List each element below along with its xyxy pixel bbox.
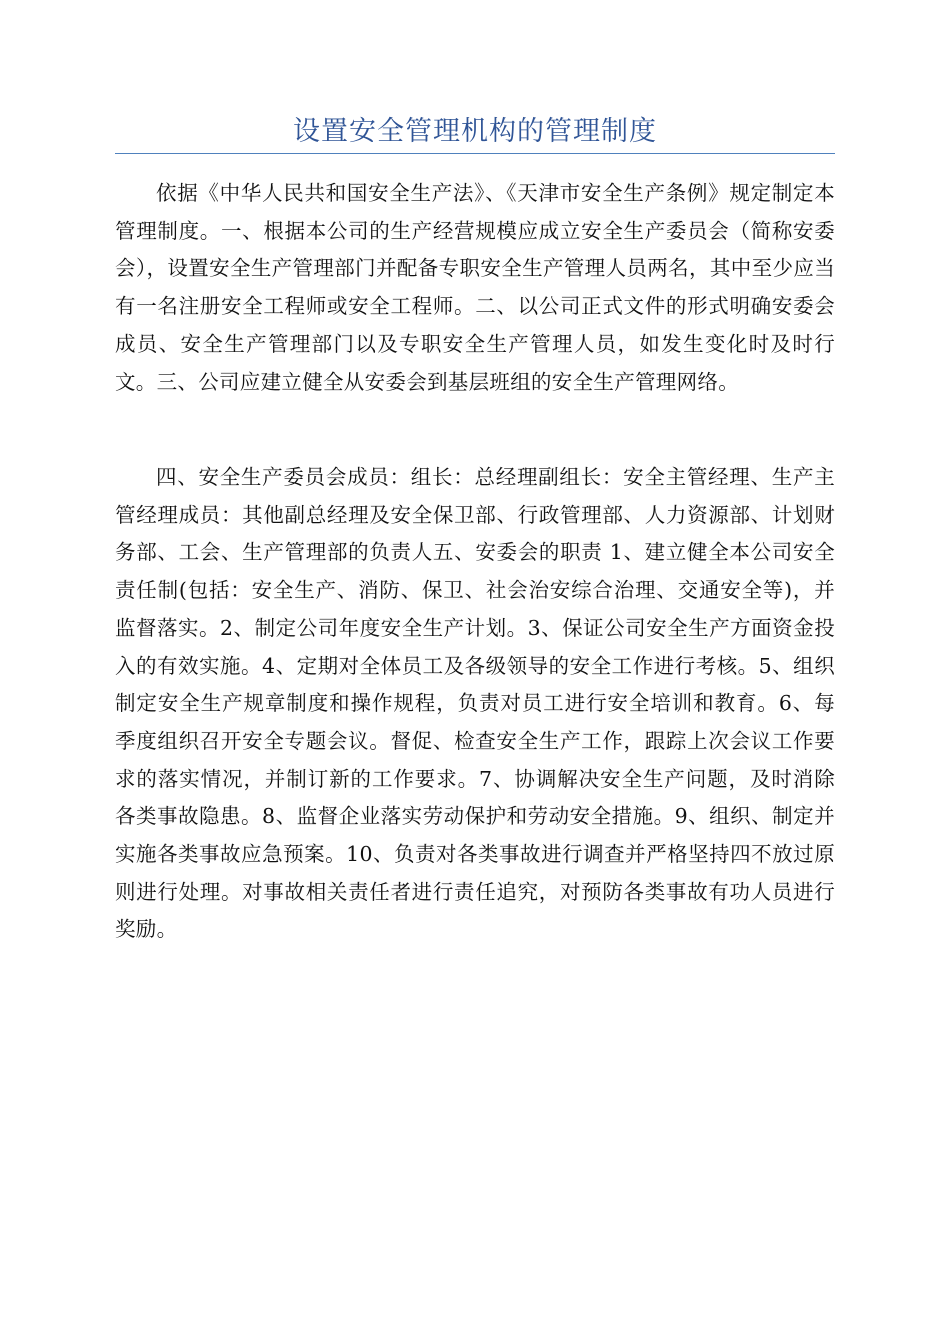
document-title: 设置安全管理机构的管理制度 bbox=[293, 116, 657, 147]
body-paragraph-2: 四、安全生产委员会成员：组长：总经理副组长：安全主管经理、生产主管经理成员：其他副总经理及安全保卫部、行政管理部、人力资源部、计划财务部、工会、生产管理部的负责人五、安委会的职责 1、建立健全本公司安全责任制(包括：安全生产、消防、保卫、社会治安综合治理、交通安全等)，并监督落实。2、制定公司年度安全生产计划。3、保证公司安全生产方面资金投入的有效实施。4、定期对全体员工及各级领导的安全工作进行考核。5、组织制定安全生产规章制度和操作规程，负责对员工进行安全培训和教育。6、每季度组织召开安全专题会议。督促、检查安全生产工作，跟踪上次会议工作要求的落实情况，并制订新的工作要求。7、协调解决安全生产问题，及时消除各类事故隐患。8、监督企业落实劳动保护和劳动安全措施。9、组织、制定并实施各类事故应急预案。10、负责对各类事故进行调查并严格坚持四不放过原则进行处理。对事故相关责任者进行责任追究，对预防各类事故有功人员进行奖励。 bbox=[115, 465, 835, 942]
body-paragraph-1: 依据《中华人民共和国安全生产法》、《天津市安全生产条例》规定制定本管理制度。一、根据本公司的生产经营规模应成立安全生产委员会（简称安委会），设置安全生产管理部门并配备专职安全生产管理人员两名，其中至少应当有一名注册安全工程师或安全工程师。二、以公司正式文件的形式明确安委会成员、安全生产管理部门以及专职安全生产管理人员，如发生变化时及时行文。三、公司应建立健全从安委会到基层班组的安全生产管理网络。 bbox=[115, 181, 835, 394]
title-underline bbox=[115, 153, 835, 154]
